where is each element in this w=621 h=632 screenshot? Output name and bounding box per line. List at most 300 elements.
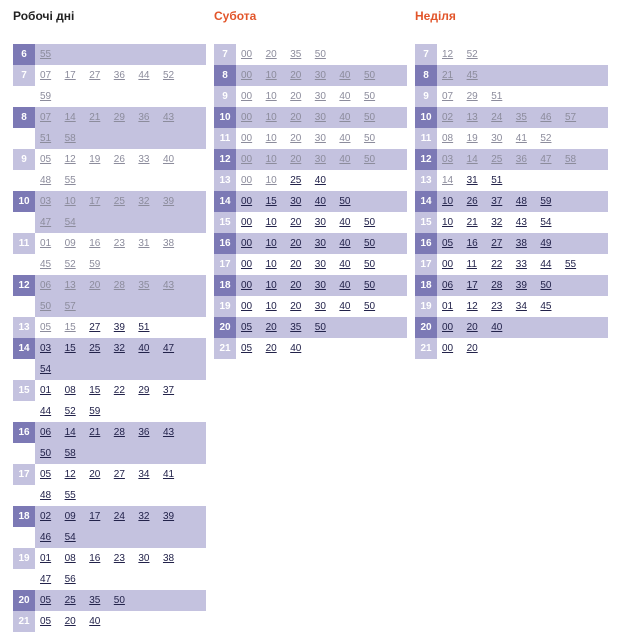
departure-minute-link[interactable]: 30 xyxy=(314,112,326,123)
departure-minute-link[interactable]: 30 xyxy=(314,280,326,291)
departure-minute-link[interactable]: 15 xyxy=(64,343,76,354)
departure-minute-link[interactable]: 43 xyxy=(515,217,527,228)
departure-minute-link[interactable]: 21 xyxy=(89,427,101,438)
departure-minute-link[interactable]: 55 xyxy=(40,49,52,60)
departure-minute-link[interactable]: 22 xyxy=(491,259,503,270)
departure-minute-link[interactable]: 08 xyxy=(64,553,76,564)
departure-minute-link[interactable]: 10 xyxy=(265,133,277,144)
departure-minute-link[interactable]: 52 xyxy=(64,259,76,270)
minutes-list xyxy=(437,149,608,170)
departure-minute-link[interactable]: 05 xyxy=(241,322,253,333)
departure-minute-link[interactable]: 00 xyxy=(241,301,253,312)
departure-minute-link[interactable]: 20 xyxy=(290,301,302,312)
departure-minute-link[interactable]: 00 xyxy=(241,217,253,228)
departure-minute-link[interactable]: 20 xyxy=(290,154,302,165)
minutes-list xyxy=(437,254,608,275)
departure-minute-link[interactable]: 05 xyxy=(442,238,454,249)
departure-minute-link[interactable]: 54 xyxy=(64,532,76,543)
departure-minute-link[interactable]: 17 xyxy=(466,280,478,291)
departure-minute-link[interactable]: 10 xyxy=(265,238,277,249)
departure-minute-link[interactable]: 06 xyxy=(40,280,52,291)
departure-minute-link[interactable]: 48 xyxy=(40,490,52,501)
departure-minute-link[interactable]: 20 xyxy=(89,280,101,291)
departure-minute-link[interactable]: 24 xyxy=(113,511,125,522)
departure-minute-link[interactable]: 40 xyxy=(339,301,351,312)
departure-minute-link[interactable]: 15 xyxy=(64,322,76,333)
departure-minute-link[interactable]: 13 xyxy=(466,112,478,123)
departure-minute-link[interactable]: 31 xyxy=(138,238,150,249)
departure-minute-link[interactable]: 09 xyxy=(64,511,76,522)
hour-label: 17 xyxy=(13,464,35,485)
departure-minute-link[interactable]: 12 xyxy=(466,301,478,312)
departure-minute-link[interactable]: 30 xyxy=(314,259,326,270)
departure-minute-link[interactable]: 38 xyxy=(162,553,175,564)
departure-minute-link[interactable]: 58 xyxy=(564,154,577,165)
hour-row-17 xyxy=(13,464,206,506)
departure-minute-link[interactable]: 03 xyxy=(442,154,454,165)
departure-minute-link[interactable]: 06 xyxy=(40,427,52,438)
minutes-list xyxy=(236,170,407,191)
departure-minute-link[interactable]: 50 xyxy=(314,49,326,60)
hour-label: 11 xyxy=(415,128,437,149)
departure-minute-link[interactable]: 47 xyxy=(40,574,52,585)
departure-minute-link[interactable]: 24 xyxy=(491,112,503,123)
departure-minute-link[interactable]: 40 xyxy=(339,259,351,270)
departure-minute-link[interactable]: 27 xyxy=(113,469,125,480)
departure-minute-link[interactable]: 07 xyxy=(442,91,454,102)
departure-minute-link[interactable]: 30 xyxy=(314,238,326,249)
hour-row-19 xyxy=(13,548,206,590)
departure-minute-link[interactable]: 50 xyxy=(363,70,376,81)
departure-minute-link[interactable]: 31 xyxy=(466,175,478,186)
departure-minute-link[interactable]: 38 xyxy=(162,238,175,249)
departure-minute-link[interactable]: 36 xyxy=(515,154,527,165)
departure-minute-link[interactable]: 22 xyxy=(113,385,125,396)
departure-minute-link[interactable]: 35 xyxy=(89,595,101,606)
departure-minute-link[interactable]: 50 xyxy=(339,196,351,207)
departure-minute-link[interactable]: 40 xyxy=(314,175,326,186)
departure-minute-link[interactable]: 23 xyxy=(491,301,503,312)
departure-minute-link[interactable]: 47 xyxy=(162,343,175,354)
departure-minute-link[interactable]: 06 xyxy=(442,280,454,291)
departure-minute-link[interactable]: 48 xyxy=(40,175,52,186)
departure-minute-link[interactable]: 50 xyxy=(363,91,376,102)
departure-minute-link[interactable]: 00 xyxy=(241,91,253,102)
departure-minute-link[interactable]: 20 xyxy=(265,322,277,333)
departure-minute-link[interactable]: 40 xyxy=(89,616,101,627)
departure-minute-link[interactable]: 10 xyxy=(265,301,277,312)
departure-minute-link[interactable]: 37 xyxy=(162,385,175,396)
departure-minute-link[interactable]: 45 xyxy=(466,70,478,81)
departure-minute-link[interactable]: 03 xyxy=(40,343,52,354)
departure-minute-link[interactable]: 36 xyxy=(138,112,150,123)
hour-row-14 xyxy=(415,191,608,212)
departure-minute-link[interactable]: 39 xyxy=(162,196,175,207)
hour-row-12 xyxy=(214,149,407,170)
departure-minute-link[interactable]: 32 xyxy=(138,511,150,522)
departure-minute-link[interactable]: 15 xyxy=(265,196,277,207)
departure-minute-link[interactable]: 20 xyxy=(265,343,277,354)
departure-minute-link[interactable]: 25 xyxy=(89,343,101,354)
departure-minute-link[interactable]: 20 xyxy=(466,322,478,333)
departure-minute-link[interactable]: 51 xyxy=(138,322,150,333)
departure-minute-link[interactable]: 59 xyxy=(89,259,101,270)
departure-minute-link[interactable]: 51 xyxy=(491,175,503,186)
departure-minute-link[interactable]: 49 xyxy=(540,238,552,249)
departure-minute-link[interactable]: 30 xyxy=(314,154,326,165)
departure-minute-link[interactable]: 34 xyxy=(138,469,150,480)
hour-label: 11 xyxy=(214,128,236,149)
departure-minute-link[interactable]: 26 xyxy=(466,196,478,207)
departure-minute-link[interactable]: 08 xyxy=(442,133,454,144)
departure-minute-link[interactable]: 40 xyxy=(339,133,351,144)
departure-minute-link[interactable]: 00 xyxy=(241,154,253,165)
departure-minute-link[interactable]: 00 xyxy=(241,259,253,270)
departure-minute-link[interactable]: 21 xyxy=(466,217,478,228)
minutes-list xyxy=(437,317,608,338)
departure-minute-link[interactable]: 12 xyxy=(64,469,76,480)
departure-minute-link[interactable]: 35 xyxy=(290,322,302,333)
departure-minute-link[interactable]: 54 xyxy=(540,217,552,228)
minutes-list xyxy=(236,86,407,107)
hour-row-12 xyxy=(13,275,206,317)
departure-minute-link[interactable]: 51 xyxy=(491,91,503,102)
departure-minute-link[interactable]: 20 xyxy=(89,469,101,480)
departure-minute-link[interactable]: 44 xyxy=(138,70,150,81)
departure-minute-link[interactable]: 08 xyxy=(64,385,76,396)
departure-minute-link[interactable]: 37 xyxy=(491,196,503,207)
minutes-list xyxy=(236,149,407,170)
minutes-list xyxy=(35,380,206,422)
departure-minute-link[interactable]: 40 xyxy=(339,112,351,123)
departure-minute-link[interactable]: 00 xyxy=(241,133,253,144)
departure-minute-link[interactable]: 50 xyxy=(40,301,52,312)
departure-minute-link[interactable]: 50 xyxy=(314,322,326,333)
departure-minute-link[interactable]: 19 xyxy=(466,133,478,144)
departure-minute-link[interactable]: 20 xyxy=(466,343,478,354)
departure-minute-link[interactable]: 36 xyxy=(113,70,125,81)
departure-minute-link[interactable]: 25 xyxy=(113,196,125,207)
departure-minute-link[interactable]: 50 xyxy=(363,217,376,228)
departure-minute-link[interactable]: 41 xyxy=(515,133,527,144)
departure-minute-link[interactable]: 10 xyxy=(64,196,76,207)
departure-minute-link[interactable]: 00 xyxy=(241,70,253,81)
departure-minute-link[interactable]: 20 xyxy=(290,112,302,123)
departure-minute-link[interactable]: 58 xyxy=(64,133,76,144)
hour-label: 17 xyxy=(214,254,236,275)
departure-minute-link[interactable]: 07 xyxy=(40,70,52,81)
departure-minute-link[interactable]: 05 xyxy=(40,154,52,165)
departure-minute-link[interactable]: 52 xyxy=(64,406,76,417)
departure-minute-link[interactable]: 33 xyxy=(138,154,150,165)
departure-minute-link[interactable]: 57 xyxy=(64,301,76,312)
departure-minute-link[interactable]: 20 xyxy=(290,91,302,102)
departure-minute-link[interactable]: 29 xyxy=(466,91,478,102)
departure-minute-link[interactable]: 59 xyxy=(40,91,52,102)
departure-minute-link[interactable]: 27 xyxy=(89,70,101,81)
departure-minute-link[interactable]: 51 xyxy=(40,133,52,144)
departure-minute-link[interactable]: 34 xyxy=(515,301,527,312)
departure-minute-link[interactable]: 50 xyxy=(540,280,552,291)
departure-minute-link[interactable]: 47 xyxy=(40,217,52,228)
minutes-list xyxy=(236,296,407,317)
departure-minute-link[interactable]: 14 xyxy=(64,427,76,438)
departure-minute-link[interactable]: 17 xyxy=(89,511,101,522)
departure-minute-link[interactable]: 52 xyxy=(162,70,175,81)
minutes-list xyxy=(236,275,407,296)
departure-minute-link[interactable]: 20 xyxy=(265,49,277,60)
departure-minute-link[interactable]: 20 xyxy=(290,280,302,291)
departure-minute-link[interactable]: 30 xyxy=(314,70,326,81)
departure-minute-link[interactable]: 10 xyxy=(265,280,277,291)
departure-minute-link[interactable]: 43 xyxy=(162,427,175,438)
hour-row-12 xyxy=(415,149,608,170)
departure-minute-link[interactable]: 20 xyxy=(290,238,302,249)
departure-minute-link[interactable]: 26 xyxy=(113,154,125,165)
departure-minute-link[interactable]: 50 xyxy=(40,448,52,459)
departure-minute-link[interactable]: 21 xyxy=(442,70,454,81)
minutes-list xyxy=(35,107,206,149)
hour-row-13 xyxy=(415,170,608,191)
departure-minute-link[interactable]: 23 xyxy=(113,238,125,249)
departure-minute-link[interactable]: 20 xyxy=(290,70,302,81)
minutes-list xyxy=(236,65,407,86)
minutes-list xyxy=(35,548,206,590)
departure-minute-link[interactable]: 30 xyxy=(314,133,326,144)
departure-minute-link[interactable]: 39 xyxy=(515,280,527,291)
departure-minute-link[interactable]: 28 xyxy=(113,427,125,438)
departure-minute-link[interactable]: 07 xyxy=(40,112,52,123)
departure-minute-link[interactable]: 20 xyxy=(290,133,302,144)
column-title-saturday: Субота xyxy=(214,9,257,23)
departure-minute-link[interactable]: 00 xyxy=(442,343,454,354)
departure-minute-link[interactable]: 30 xyxy=(290,196,302,207)
departure-minute-link[interactable]: 48 xyxy=(515,196,527,207)
departure-minute-link[interactable]: 32 xyxy=(138,196,150,207)
departure-minute-link[interactable]: 50 xyxy=(363,154,376,165)
hour-label: 17 xyxy=(415,254,437,275)
departure-minute-link[interactable]: 50 xyxy=(363,259,376,270)
departure-minute-link[interactable]: 35 xyxy=(138,280,150,291)
departure-minute-link[interactable]: 47 xyxy=(540,154,552,165)
departure-minute-link[interactable]: 25 xyxy=(64,595,76,606)
departure-minute-link[interactable]: 11 xyxy=(466,259,477,270)
departure-minute-link[interactable]: 01 xyxy=(40,385,52,396)
departure-minute-link[interactable]: 10 xyxy=(442,196,454,207)
departure-minute-link[interactable]: 00 xyxy=(241,196,253,207)
departure-minute-link[interactable]: 30 xyxy=(491,133,503,144)
departure-minute-link[interactable]: 46 xyxy=(40,532,52,543)
departure-minute-link[interactable]: 13 xyxy=(64,280,76,291)
departure-minute-link[interactable]: 05 xyxy=(40,616,52,627)
departure-minute-link[interactable]: 17 xyxy=(64,70,76,81)
departure-minute-link[interactable]: 12 xyxy=(64,154,76,165)
departure-minute-link[interactable]: 10 xyxy=(265,217,277,228)
departure-minute-link[interactable]: 35 xyxy=(290,49,302,60)
departure-minute-link[interactable]: 50 xyxy=(113,595,125,606)
departure-minute-link[interactable]: 40 xyxy=(339,217,351,228)
departure-minute-link[interactable]: 00 xyxy=(241,175,253,186)
departure-minute-link[interactable]: 30 xyxy=(138,553,150,564)
departure-minute-link[interactable]: 00 xyxy=(241,49,253,60)
departure-minute-link[interactable]: 52 xyxy=(540,133,552,144)
departure-minute-link[interactable]: 00 xyxy=(241,280,253,291)
departure-minute-link[interactable]: 30 xyxy=(314,91,326,102)
hour-label: 18 xyxy=(415,275,437,296)
schedule-table xyxy=(13,44,206,632)
departure-minute-link[interactable]: 44 xyxy=(540,259,552,270)
minutes-list xyxy=(236,212,407,233)
departure-minute-link[interactable]: 05 xyxy=(241,343,253,354)
departure-minute-link[interactable]: 45 xyxy=(540,301,552,312)
departure-minute-link[interactable]: 28 xyxy=(491,280,503,291)
departure-minute-link[interactable]: 10 xyxy=(265,259,277,270)
departure-minute-link[interactable]: 02 xyxy=(442,112,454,123)
departure-minute-link[interactable]: 59 xyxy=(89,406,101,417)
hour-label: 16 xyxy=(415,233,437,254)
departure-minute-link[interactable]: 01 xyxy=(40,238,52,249)
departure-minute-link[interactable]: 10 xyxy=(265,154,277,165)
departure-minute-link[interactable]: 52 xyxy=(466,49,478,60)
departure-minute-link[interactable]: 39 xyxy=(162,511,175,522)
departure-minute-link[interactable]: 40 xyxy=(339,154,351,165)
departure-minute-link[interactable]: 40 xyxy=(339,91,351,102)
departure-minute-link[interactable]: 44 xyxy=(40,406,52,417)
departure-minute-link[interactable]: 20 xyxy=(290,217,302,228)
departure-minute-link[interactable]: 01 xyxy=(442,301,454,312)
departure-minute-link[interactable]: 45 xyxy=(40,259,52,270)
departure-minute-link[interactable]: 55 xyxy=(64,490,76,501)
departure-minute-link[interactable]: 02 xyxy=(40,511,52,522)
departure-minute-link[interactable]: 30 xyxy=(314,301,326,312)
departure-minute-link[interactable]: 55 xyxy=(64,175,76,186)
departure-minute-link[interactable]: 32 xyxy=(491,217,503,228)
departure-minute-link[interactable]: 40 xyxy=(138,343,150,354)
departure-minute-link[interactable]: 32 xyxy=(113,343,125,354)
departure-minute-link[interactable]: 19 xyxy=(89,154,101,165)
departure-minute-link[interactable]: 36 xyxy=(138,427,150,438)
departure-minute-link[interactable]: 15 xyxy=(89,385,101,396)
departure-minute-link[interactable]: 16 xyxy=(89,238,101,249)
hour-row-7 xyxy=(214,44,407,65)
hour-row-10 xyxy=(415,107,608,128)
departure-minute-link[interactable]: 56 xyxy=(64,574,76,585)
departure-minute-link[interactable]: 03 xyxy=(40,196,52,207)
minutes-list xyxy=(35,44,206,65)
departure-minute-link[interactable]: 50 xyxy=(363,301,376,312)
hour-row-18 xyxy=(415,275,608,296)
departure-minute-link[interactable]: 29 xyxy=(113,112,125,123)
departure-minute-link[interactable]: 10 xyxy=(265,70,277,81)
departure-minute-link[interactable]: 50 xyxy=(363,112,376,123)
minutes-list xyxy=(236,191,407,212)
departure-minute-link[interactable]: 10 xyxy=(265,175,277,186)
departure-minute-link[interactable]: 28 xyxy=(113,280,125,291)
departure-minute-link[interactable]: 00 xyxy=(241,112,253,123)
departure-minute-link[interactable]: 29 xyxy=(138,385,150,396)
departure-minute-link[interactable]: 27 xyxy=(491,238,503,249)
minutes-list xyxy=(437,128,608,149)
departure-minute-link[interactable]: 14 xyxy=(466,154,478,165)
departure-minute-link[interactable]: 10 xyxy=(265,112,277,123)
departure-minute-link[interactable]: 40 xyxy=(290,343,302,354)
departure-minute-link[interactable]: 00 xyxy=(442,259,454,270)
departure-minute-link[interactable]: 16 xyxy=(466,238,478,249)
hour-label: 12 xyxy=(415,149,437,170)
departure-minute-link[interactable]: 00 xyxy=(241,238,253,249)
departure-minute-link[interactable]: 00 xyxy=(442,322,454,333)
departure-minute-link[interactable]: 20 xyxy=(290,259,302,270)
minutes-list xyxy=(35,464,206,506)
departure-minute-link[interactable]: 58 xyxy=(64,448,76,459)
departure-minute-link[interactable]: 27 xyxy=(89,322,101,333)
departure-minute-link[interactable]: 33 xyxy=(515,259,527,270)
departure-minute-link[interactable]: 20 xyxy=(64,616,76,627)
departure-minute-link[interactable]: 21 xyxy=(89,112,101,123)
departure-minute-link[interactable]: 14 xyxy=(64,112,76,123)
hour-label: 9 xyxy=(13,149,35,170)
departure-minute-link[interactable]: 12 xyxy=(442,49,454,60)
minutes-list xyxy=(35,275,206,317)
departure-minute-link[interactable]: 23 xyxy=(113,553,125,564)
departure-minute-link[interactable]: 54 xyxy=(64,217,76,228)
departure-minute-link[interactable]: 30 xyxy=(314,217,326,228)
departure-minute-link[interactable]: 40 xyxy=(314,196,326,207)
minutes-list xyxy=(236,44,407,65)
hour-row-8 xyxy=(415,65,608,86)
departure-minute-link[interactable]: 17 xyxy=(89,196,101,207)
departure-minute-link[interactable]: 40 xyxy=(339,238,351,249)
departure-minute-link[interactable]: 50 xyxy=(363,280,376,291)
hour-label: 18 xyxy=(214,275,236,296)
departure-minute-link[interactable]: 50 xyxy=(363,133,376,144)
departure-minute-link[interactable]: 35 xyxy=(515,112,527,123)
departure-minute-link[interactable]: 40 xyxy=(339,280,351,291)
departure-minute-link[interactable]: 40 xyxy=(339,70,351,81)
hour-row-11 xyxy=(214,128,407,149)
schedule-table xyxy=(415,44,608,359)
departure-minute-link[interactable]: 57 xyxy=(564,112,577,123)
departure-minute-link[interactable]: 14 xyxy=(442,175,454,186)
departure-minute-link[interactable]: 10 xyxy=(265,91,277,102)
departure-minute-link[interactable]: 41 xyxy=(162,469,175,480)
departure-minute-link[interactable]: 38 xyxy=(515,238,527,249)
minutes-list xyxy=(437,212,608,233)
hour-label: 7 xyxy=(13,65,35,86)
hour-row-11 xyxy=(415,128,608,149)
departure-minute-link[interactable]: 10 xyxy=(442,217,454,228)
departure-minute-link[interactable]: 43 xyxy=(162,112,175,123)
departure-minute-link[interactable]: 43 xyxy=(162,280,175,291)
departure-minute-link[interactable]: 16 xyxy=(89,553,101,564)
hour-label: 8 xyxy=(415,65,437,86)
departure-minute-link[interactable]: 05 xyxy=(40,595,52,606)
departure-minute-link[interactable]: 54 xyxy=(40,364,52,375)
departure-minute-link[interactable]: 39 xyxy=(113,322,125,333)
departure-minute-link[interactable]: 40 xyxy=(162,154,175,165)
departure-minute-link[interactable]: 25 xyxy=(290,175,302,186)
departure-minute-link[interactable]: 25 xyxy=(491,154,503,165)
departure-minute-link[interactable]: 50 xyxy=(363,238,376,249)
departure-minute-link[interactable]: 55 xyxy=(564,259,577,270)
departure-minute-link[interactable]: 09 xyxy=(64,238,76,249)
departure-minute-link[interactable]: 59 xyxy=(540,196,552,207)
departure-minute-link[interactable]: 40 xyxy=(491,322,503,333)
departure-minute-link[interactable]: 46 xyxy=(540,112,552,123)
departure-minute-link[interactable]: 01 xyxy=(40,553,52,564)
departure-minute-link[interactable]: 05 xyxy=(40,322,52,333)
departure-minute-link[interactable]: 05 xyxy=(40,469,52,480)
